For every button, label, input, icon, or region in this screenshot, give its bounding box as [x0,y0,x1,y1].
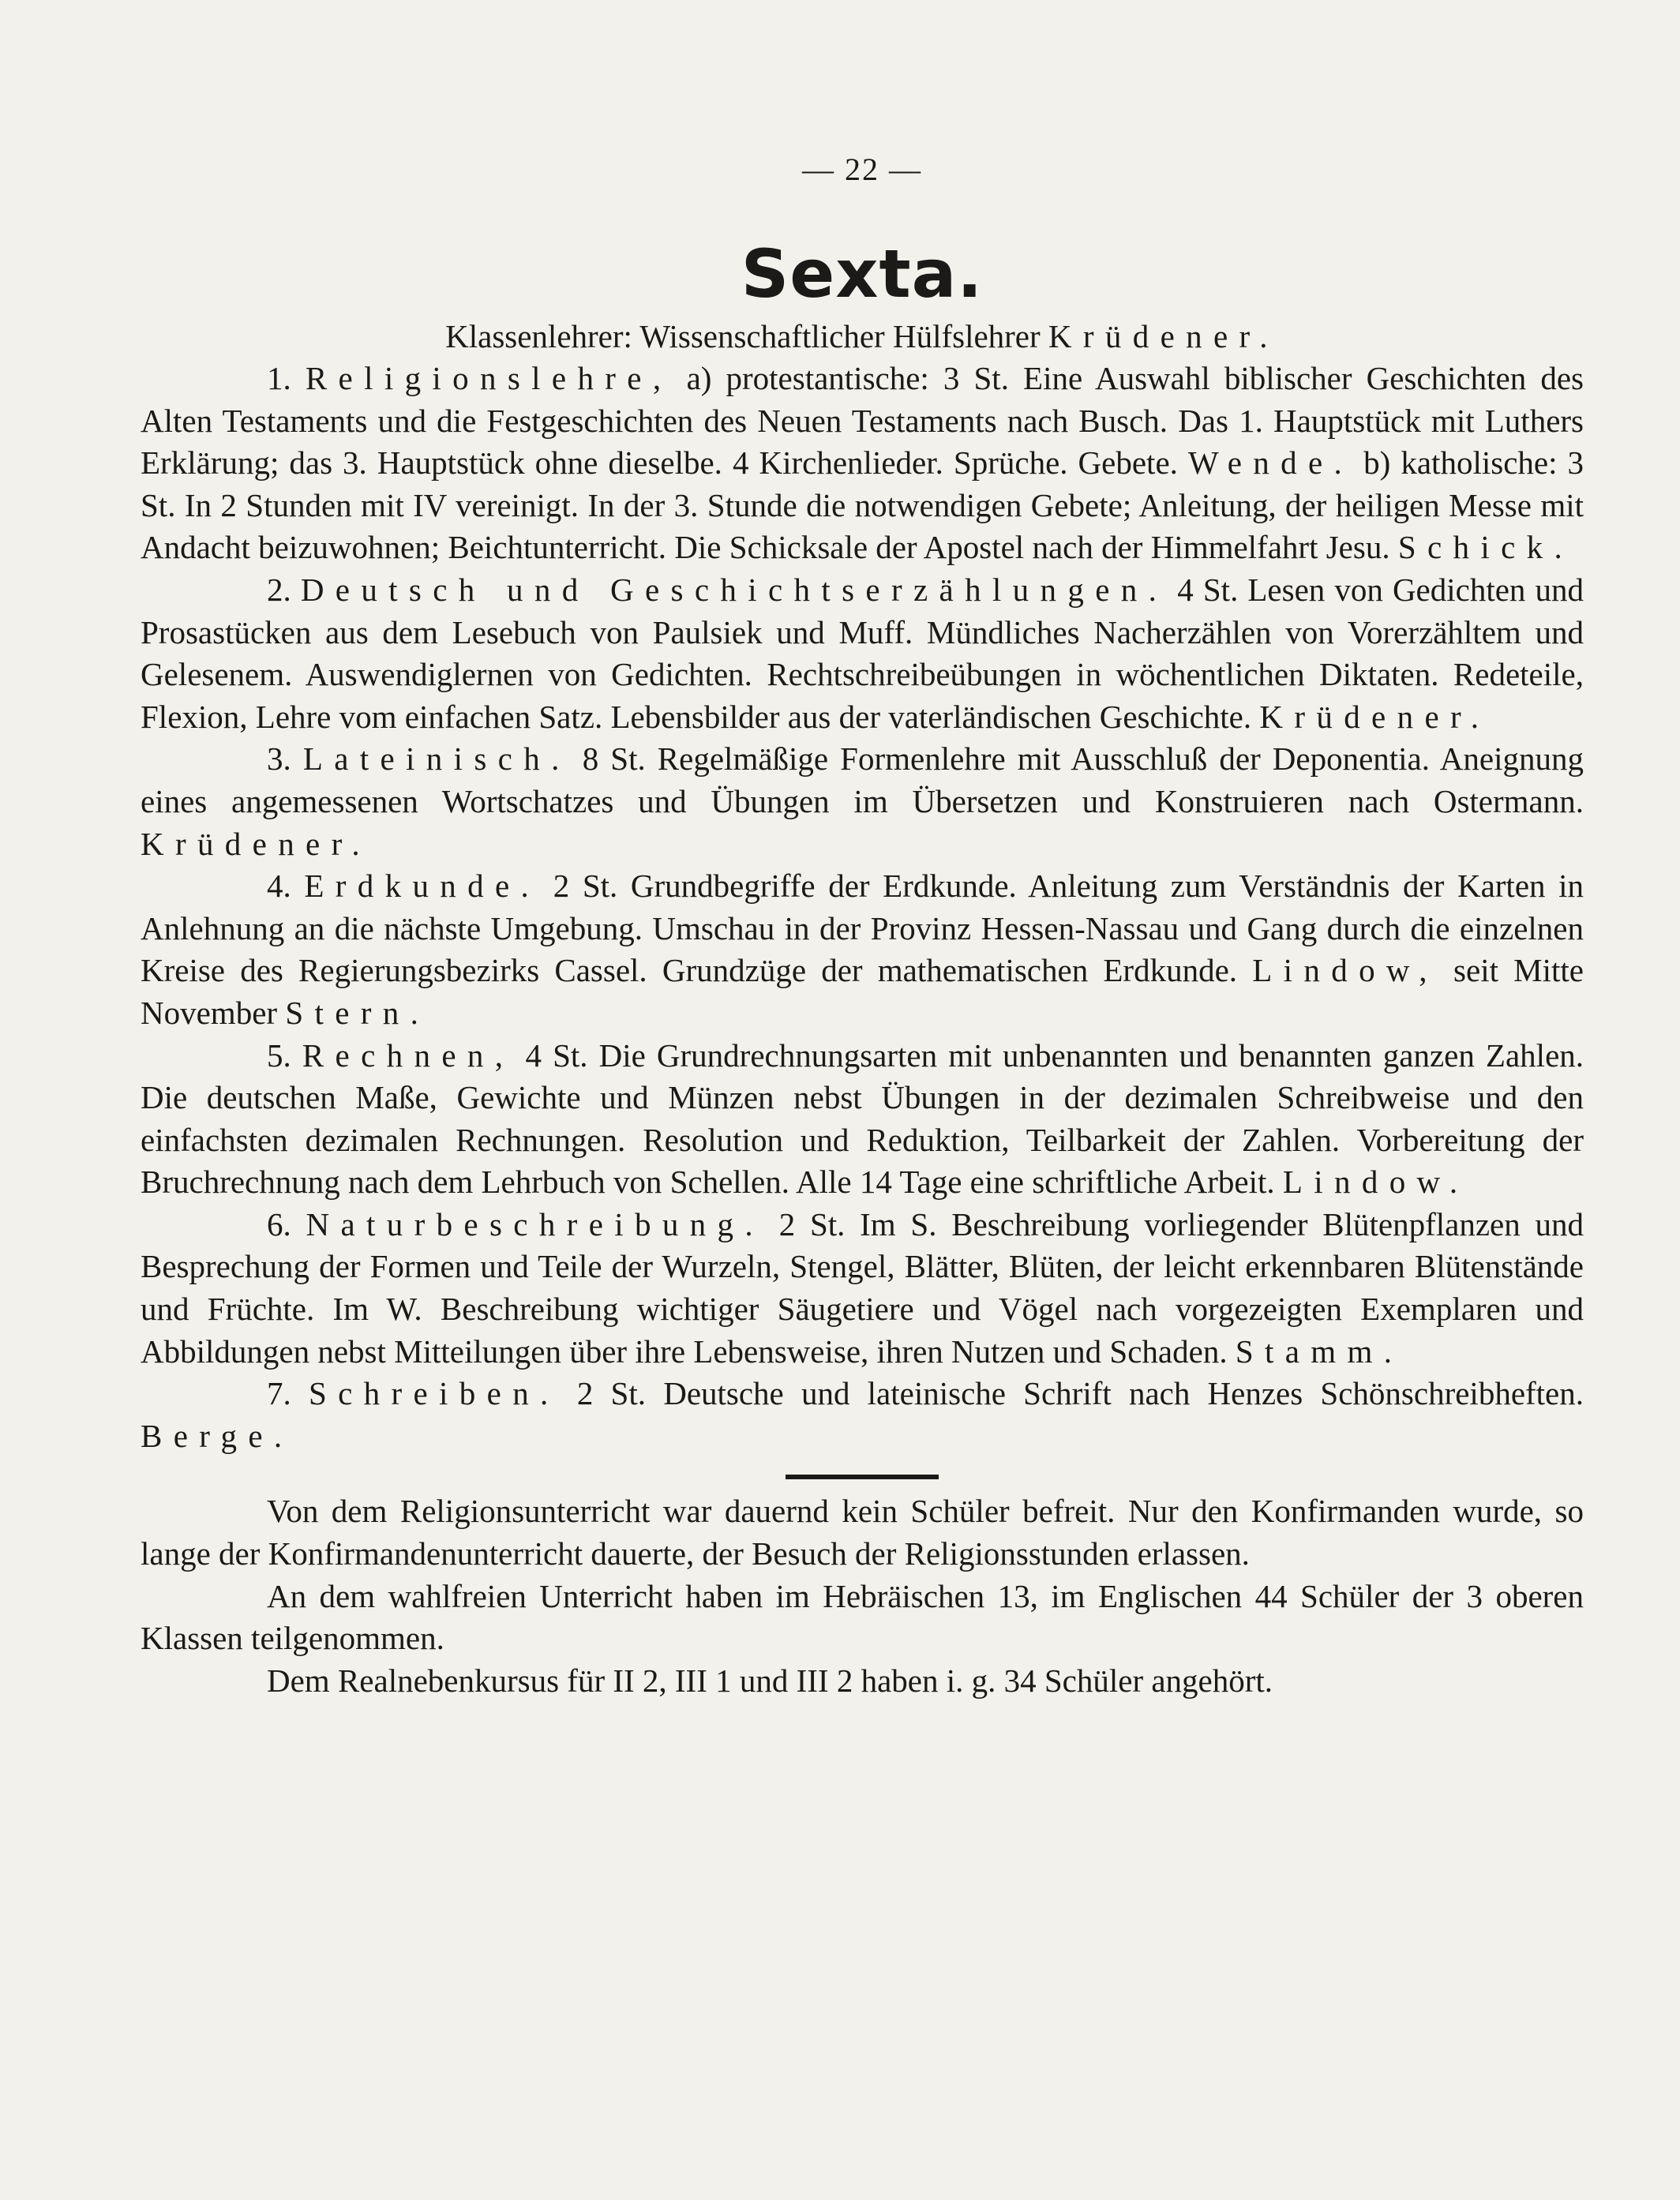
subject-name: Lateinisch. [302,740,571,778]
subject-text-catholic: b) katholische: 3 St. In 2 Stunden mit IV vereinigt. In der 3. Stunde die notwendigen Gebete; Anleitung, der heiligen Messe mit Andacht beizuwohnen; Beichtunterricht. Die Schicksale der Apostel nach der Himmelfahrt Jesu. [141,444,1584,566]
subject-text: 4 St. Lesen von Gedichten und Prosastücken aus dem Lesebuch von Paulsiek und Muff. Mündliches Nacherzählen von Vorerzähltem und Gelesenem. Auswendiglernen von Gedichten. Rechtschreibeübungen in wöchentlichen Diktaten. Redeteile, Flexion, Lehre vom einfachen Satz. Lebensbilder aus der vaterländischen Geschichte. [141,571,1584,735]
subject-teacher: Berge. [141,1417,294,1454]
subject-teacher: Krüdener. [141,825,371,862]
note-elective-courses: An dem wahlfreien Unterricht haben im Hebräischen 13, im Englischen 44 Schüler der 3 oberen Klassen teilgenommen. [141,1577,1584,1657]
subject-text: a) protestantische: 3 St. Eine Auswahl biblischer Geschichten des Alten Testaments und die Festgeschichten des Neuen Testaments nach Busch. Das 1. Hauptstück mit Luthers Erklärung; das 3. Hauptstück ohne dieselbe. 4 Kirchenlieder. Sprüche. Gebete. [141,360,1584,482]
subject-name: Religionslehre, [305,360,673,396]
subject-text: 2 St. Deutsche und lateinische Schrift nach Henzes Schönschreibheften. [576,1375,1584,1412]
subject-number: 5. [267,1036,291,1074]
subject-geography [141,865,1584,1034]
subject-name: Deutsch und Geschichtserzählungen. [300,571,1168,608]
subject-writing [141,1373,1584,1457]
note-real-course: Dem Realnebenkursus für II 2, III 1 und III 2 haben i. g. 34 Schüler angehört. [267,1662,1273,1699]
subject-teacher: Krüdener. [1259,698,1491,735]
subject-number: 6. [267,1205,291,1242]
subject-name: Naturbeschreibung. [306,1205,764,1242]
subject-teacher-catholic: Schick. [1397,529,1574,566]
class-teacher-line [141,315,1584,358]
class-teacher-prefix: Klassenlehrer: Wissenschaftlicher Hülfslehrer [445,318,1041,354]
subject-text: 4 St. Die Grundrechnungsarten mit unbenannten und benannten ganzen Zahlen. Die deutschen Maße, Gewichte und Münzen nebst Übungen in der dezimalen Schreibweise und den einfachsten dezimalen Rechnungen. Resolution und Reduktion, Teilbarkeit der Zahlen. Vorbereitung der Bruchrechnung nach dem Lehrbuch von Schellen. Alle 14 Tage eine schriftliche Arbeit. [141,1036,1584,1201]
subject-number: 3. [267,740,291,778]
page-number: — 22 — [802,152,922,187]
subject-german [141,569,1584,738]
subject-teacher: Lindow. [1282,1164,1469,1201]
subject-latin [141,738,1584,865]
subject-text: 2 St. Grundbegriffe der Erdkunde. Anleitung zum Verständnis der Karten in Anlehnung an die nächste Umgebung. Umschau in der Provinz Hessen-Nassau und Gang durch die einzelnen Kreise des Regierungsbezirks Cassel. Grundzüge der mathematischen Erdkunde. [141,868,1584,989]
subject-teacher: Wende. [1187,444,1354,482]
subject-name: Erdkunde. [304,868,541,905]
class-teacher-name: Krüdener. [1048,318,1279,354]
document-page [141,146,1584,1702]
subject-number: 4. [267,868,291,905]
subject-religion [141,358,1584,569]
note-religion-exemption: Von dem Religionsunterricht war dauernd kein Schüler befreit. Nur den Konfirmanden wurde, so lange der Konfirmandenunterricht dauerte, der Besuch der Religionsstunden erlassen. [141,1493,1584,1572]
subject-text-addendum: seit Mitte November [141,952,1584,1031]
subject-number: 7. [267,1375,291,1412]
subject-nature-study [141,1204,1584,1373]
section-divider [786,1475,939,1479]
subject-name: Schreiben. [308,1375,560,1412]
subject-number: 2. [267,571,291,608]
subject-text: 8 St. Regelmäßige Formenlehre mit Ausschluß der Deponentia. Aneignung eines angemessenen Wortschatzes und Übungen im Übersetzen und Konstruieren nach Ostermann. [141,740,1584,819]
subject-teacher: Lindow, [1252,952,1438,989]
subject-text: 2 St. Im S. Beschreibung vorliegender Blütenpflanzen und Besprechung der Formen und Teile der Wurzeln, Stengel, Blätter, Blüten, der leicht erkennbaren Blütenstände und Früchte. Im W. Beschreibung wichtiger Säugetiere und Vögel nach vorgezeigten Exemplaren und Abbildungen nebst Mitteilungen über ihre Lebensweise, ihren Nutzen und Schaden. [141,1205,1584,1370]
subject-name: Rechnen, [302,1036,515,1074]
subject-teacher-second: Stern. [285,994,430,1031]
subject-number: 1. [267,360,291,396]
subject-teacher: Stamm. [1235,1332,1404,1370]
section-title: Sexta. [741,235,984,313]
subject-arithmetic [141,1035,1584,1204]
